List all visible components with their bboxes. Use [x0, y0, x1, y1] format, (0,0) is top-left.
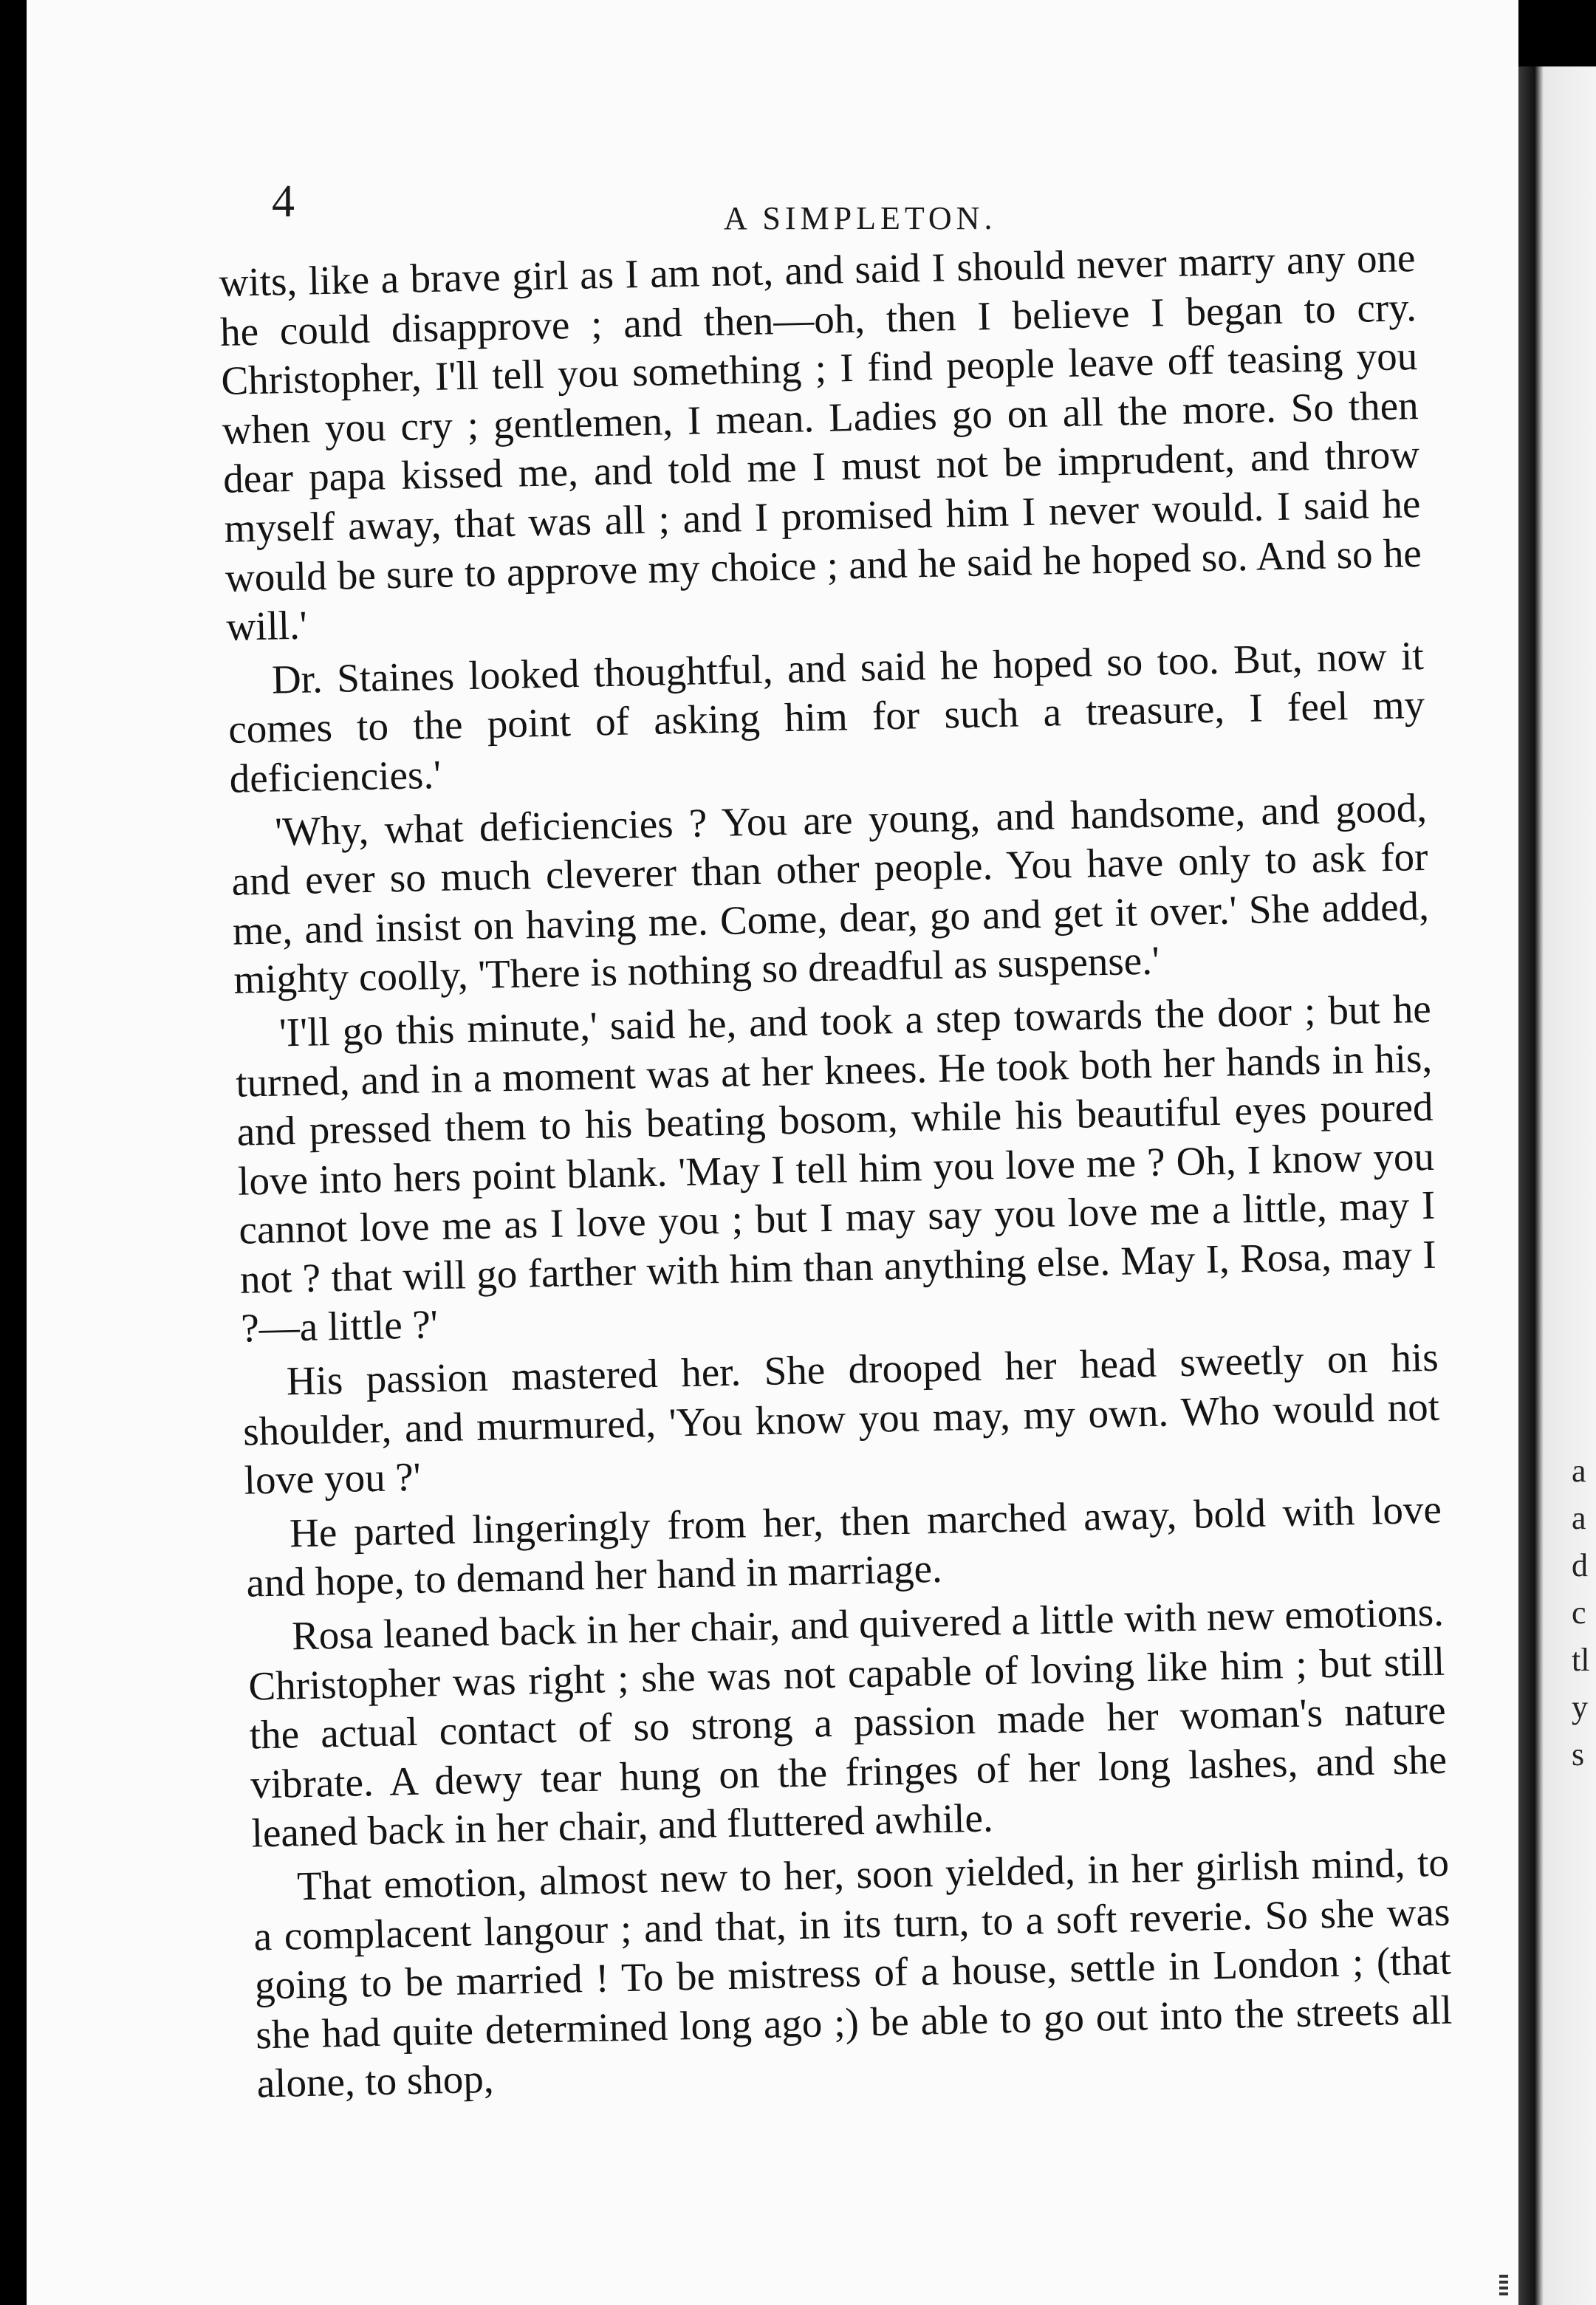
paragraph: Rosa leaned back in her chair, and quivered a little with new emotions. Christopher was right ; she was not capable of loving like him ; but still the actual contact of so strong a passion made her woman's nature vibrate. A dewy tear hung on the fringes of her long lashes, and she leaned back in her chair, and fluttered awhile. [247, 1589, 1448, 1856]
paragraph: 'Why, what deficiencies ? You are young, and handsome, and good, and ever so much cleverer than other people. You have only to ask for me, and insist on having me. Come, dear, go and get it over.' She added, mighty coolly, 'There is nothing so dreadful as suspense.' [231, 784, 1430, 1003]
paragraph: He parted lingeringly from her, then marched away, bold with love and hope, to demand her hand in marriage. [245, 1486, 1442, 1606]
running-head: A SIMPLETON. [724, 200, 997, 236]
paragraph: Dr. Staines looked thoughtful, and said he hoped so too. But, now it comes to the point of asking him for such a treasure, I feel my deficiencies.' [227, 632, 1425, 801]
body-text [219, 233, 1453, 2109]
facing-page-fragment: y [1572, 1689, 1588, 1725]
facing-page-fragment: a [1572, 1453, 1586, 1489]
facing-page-fragment: tl [1572, 1642, 1590, 1678]
facing-page-fragment: a [1572, 1500, 1586, 1536]
facing-page-fragment: d [1572, 1547, 1588, 1583]
page-number: 4 [272, 177, 295, 227]
facing-page-fragment: c [1572, 1595, 1586, 1631]
scan-edge [1518, 0, 1596, 66]
paragraph: His passion mastered her. She drooped her head sweetly on his shoulder, and murmured, 'You know you may, my own. Who would not love you ?' [242, 1334, 1440, 1503]
facing-page-fragments [1572, 1448, 1596, 1778]
facing-page-fragment: s [1572, 1736, 1585, 1773]
paragraph: 'I'll go this minute,' said he, and took a step towards the door ; but he turned, and in a moment was at her knees. He took both her hands in his, and pressed them to his beating bosom, while his beautiful eyes poured love into hers point blank. 'May I tell him you love me ? Oh, I know you cannot love me as I love you ; but I may say you love me a little, may I not ? that will go farther with him than anything else. May I, Rosa, may I ?—a little ?' [235, 985, 1437, 1352]
scan-edge-mark [1499, 2275, 1508, 2297]
paragraph: wits, like a brave girl as I am not, and said I should never marry any one he could disapprove ; and then—oh, then I believe I began to cry. Christopher, I'll tell you something ; I find people leave off teasing you when you cry ; gentlemen, I mean. Ladies go on all the more. So then dear papa kissed me, and told me I must not be imprudent, and throw myself away, that was all ; and I promised him I never would. I said he would be sure to approve my choice ; and he said he hoped so. And so he will.' [219, 235, 1422, 650]
book-gutter [1518, 0, 1596, 2305]
paragraph: That emotion, almost new to her, soon yielded, in her girlish mind, to a complacent langour ; and that, in its turn, to a soft reverie. So she was going to be married ! To be mistress of a house, settle in London ; (that she had quite determined long ago ;) be able to go out into the streets all alone, to shop, [253, 1839, 1453, 2106]
